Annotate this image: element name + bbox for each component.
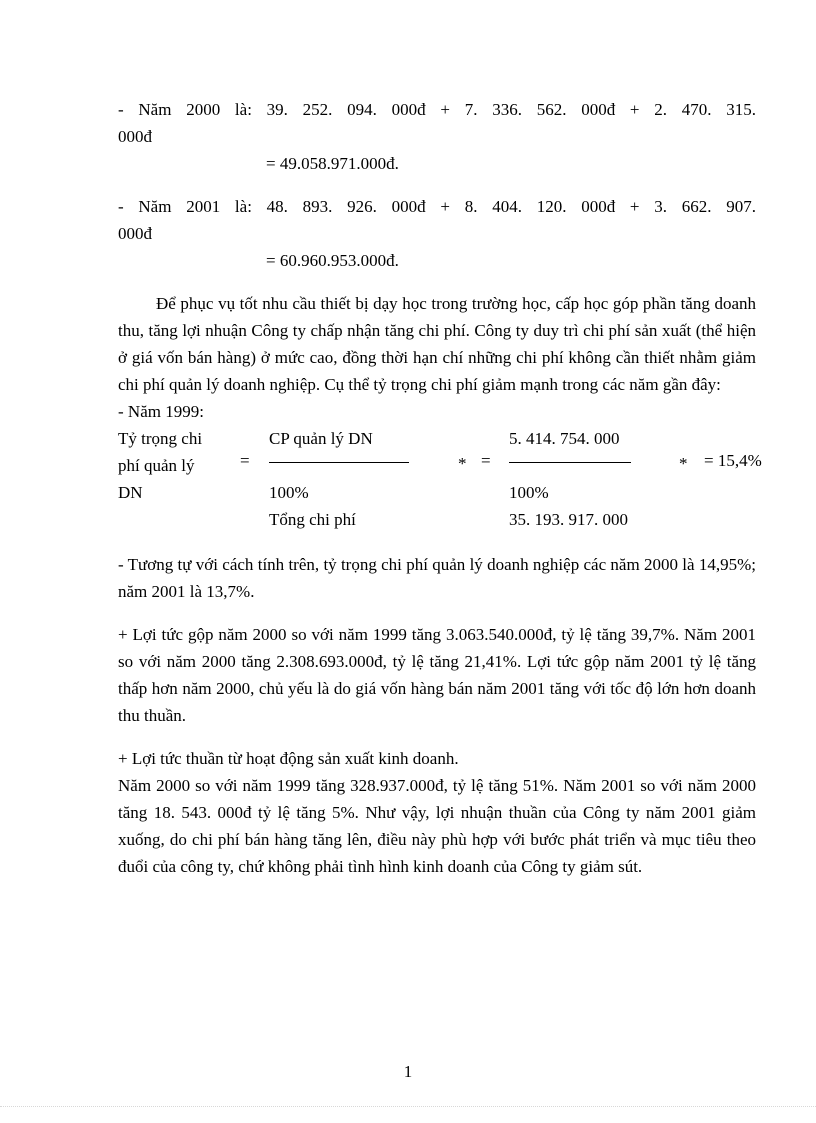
year-2001-result: = 60.960.953.000đ.: [266, 251, 399, 270]
year-1999-label: - Năm 1999:: [118, 402, 204, 421]
net-profit-heading: + Lợi tức thuần từ hoạt động sản xuất kinh doanh.: [118, 749, 459, 768]
gross-profit-paragraph: + Lợi tức gộp năm 2000 so với năm 1999 tăng 3.063.540.000đ, tỷ lệ tăng 39,7%. Năm 2001 so với năm 2000 tăng 2.308.693.000đ, tỷ lệ tăng 21,41%. Lợi tức gộp năm 2001 tỷ lệ tăng thấp hơn năm 2000, chủ yếu là do giá vốn hàng bán năm 2001 tăng với tốc độ lớn hơn doanh thu thuần.: [118, 625, 756, 725]
similar-paragraph: - Tương tự với cách tính trên, tỷ trọng chi phí quản lý doanh nghiệp các năm 2000 là 14,95%; năm 2001 là 13,7%.: [118, 555, 756, 601]
cost-paragraph: Để phục vụ tốt nhu cầu thiết bị dạy học trong trường học, cấp học góp phần tăng doanh thu, tăng lợi nhuận Công ty chấp nhận tăng chi phí. Công ty duy trì chi phí sản xuất (thể hiện ở giá vốn bán hàng) ở mức cao, đồng thời hạn chí những chi phí không cần thiết nhằm giảm chi phí quản lý doanh nghiệp. Cụ thể tỷ trọng chi phí giảm mạnh trong các năm gần đây:: [118, 294, 756, 394]
formula-numerator-1: CP quản lý DN: [269, 429, 373, 448]
year-2001-line: - Năm 2001 là: 48. 893. 926. 000đ + 8. 404. 120. 000đ + 3. 662. 907.: [118, 197, 756, 216]
formula-equals-2: =: [481, 451, 491, 470]
formula-numerator-2: 5. 414. 754. 000: [509, 429, 620, 448]
formula-label-line2: phí quản lý: [118, 456, 195, 475]
formula-denominator-2: 35. 193. 917. 000: [509, 510, 628, 529]
page-bottom-divider: [0, 1106, 816, 1107]
fraction-bar-1: [269, 462, 409, 463]
formula-label-line1: Tỷ trọng chi: [118, 429, 203, 448]
year-2000-line: - Năm 2000 là: 39. 252. 094. 000đ + 7. 336. 562. 000đ + 2. 470. 315.: [118, 100, 756, 119]
year-2000-result: = 49.058.971.000đ.: [266, 154, 399, 173]
formula-label-line3: DN: [118, 483, 143, 502]
net-profit-paragraph: Năm 2000 so với năm 1999 tăng 328.937.000đ, tỷ lệ tăng 51%. Năm 2001 so với năm 2000 tăng 18. 543. 000đ tỷ lệ tăng 5%. Như vậy, lợi nhuận thuần của Công ty năm 2001 giảm xuống, do chi phí bán hàng tăng lên, điều này phù hợp với bước phát triển và mục tiêu theo đuổi của công ty, chứ không phải tình hình kinh doanh của Công ty giảm sút.: [118, 776, 756, 876]
formula-times-2: *: [679, 454, 688, 473]
formula-percent-1: 100%: [269, 483, 309, 502]
formula-denominator-1: Tổng chi phí: [269, 510, 356, 529]
year-2000-line-cont: 000đ: [118, 127, 152, 146]
fraction-bar-2: [509, 462, 631, 463]
formula-times-1: *: [458, 454, 467, 473]
page-number: 1: [403, 1062, 413, 1081]
document-body: [118, 96, 762, 880]
formula-equals-1: =: [240, 451, 250, 470]
cost-ratio-formula: [118, 425, 762, 535]
formula-result: = 15,4%: [704, 451, 762, 470]
year-2001-line-cont: 000đ: [118, 224, 152, 243]
formula-percent-2: 100%: [509, 483, 549, 502]
